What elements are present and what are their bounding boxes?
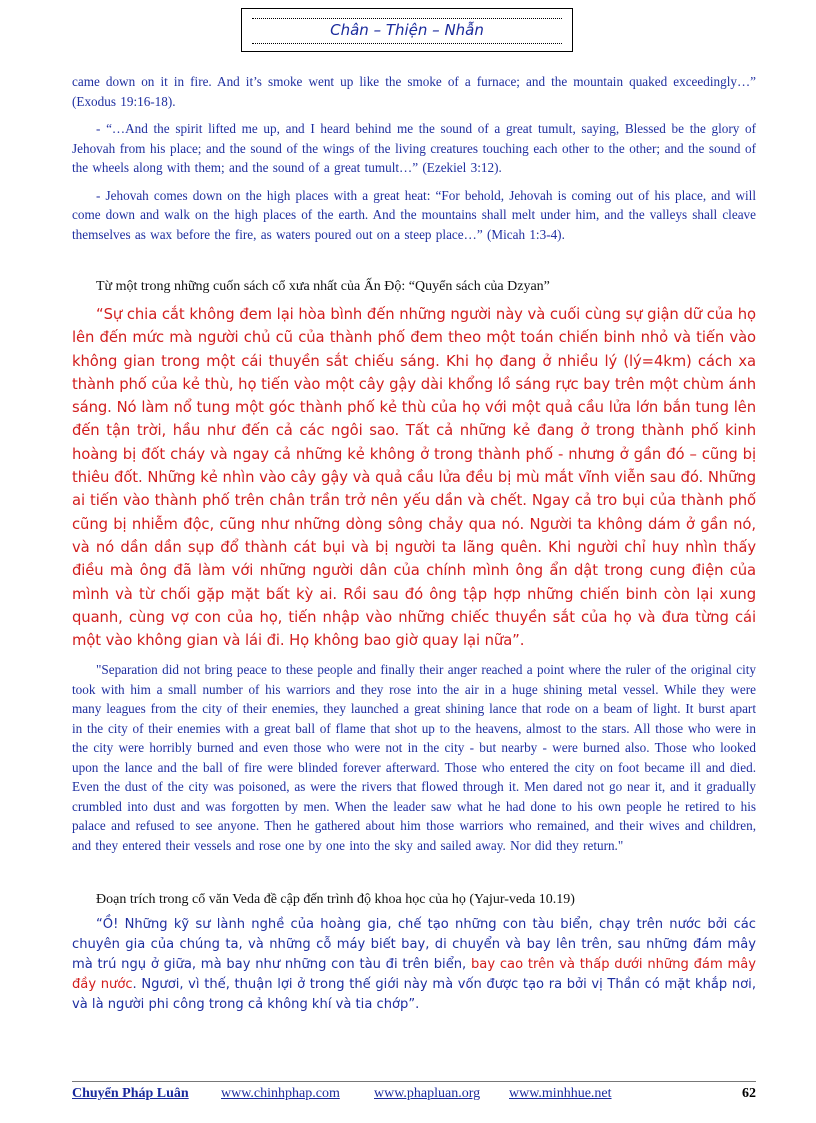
- ezekiel-quote: - “…And the spirit lifted me up, and I heard behind me the sound of a great tumult, saying, Blessed be the glory of Jehovah from his place; and the sound of the wings of the living creatures touching each other to the other; and the sound of the wheels along with them; and the sound of a great tumult…” (Ezekiel 3:12).: [72, 121, 756, 175]
- exodus-quote-continuation: came down on it in fire. And it’s smoke went up like the smoke of a furnace; and the mountain quaked exceedingly…” (Exodus 19:16-18).: [72, 74, 756, 109]
- page-footer: [72, 1086, 756, 1106]
- veda-heading: Đoạn trích trong cổ văn Veda đề cập đến trình độ khoa học của họ (Yajur-veda 10.19): [96, 892, 575, 908]
- footer-link-minhhue[interactable]: www.minhhue.net: [509, 1086, 612, 1101]
- dzyan-english-quote: "Separation did not bring peace to these people and finally their anger reached a point where the ruler of the original city took with him a small number of his warriors and they rose into the air in a huge shining metal vessel. While they were many leagues from the city of their enemies, they launched a great shining lance that rode on a beam of light. It burst apart in the city of their enemies with a great ball of flame that shot up to the heavens, almost to the stars. All those who were in the city were horribly burned and even those who were not in the city - but nearby - were burned also. Those who looked upon the lance and the ball of fire were blinded forever afterward. Those who entered the city on foot became ill and died. Even the dust of the city was poisoned, as were the rivers that flowed through it. Men dared not go near it, and it gradually crumbled into dust and was forgotten by men. When the leader saw what he had done to his own people he retired to his palace and refused to see anyone. Then he gathered about him those warriors who remained, and their wives and children, and they entered their vessels and rose one by one into the sky and sailed away. Nor did they return.": [72, 662, 756, 853]
- page-header: [241, 8, 573, 52]
- footer-rule: [72, 1081, 756, 1082]
- page-body: [72, 72, 756, 1015]
- veda-vietnamese-quote: [72, 915, 756, 1015]
- header-dotted-rule-bottom: [252, 43, 562, 44]
- footer-link-phapluan[interactable]: www.phapluan.org: [374, 1086, 481, 1101]
- dzyan-vietnamese-quote: “Sự chia cắt không đem lại hòa bình đến những người này và cuối cùng sự giận dữ của họ lên đến mức mà người chủ cũ của thành phố đem theo một toán chiến binh nhỏ và tiến vào không gian trong một cái thuyền sắt chiếu sáng. Khi họ đang ở nhiều lý (lý=4km) cách xa thành phố của kẻ thù, họ tiến vào một cây gậy dài khổng lồ sáng rực bay trên một chùm ánh sáng. Nó làm nổ tung một góc thành phố kẻ thù của họ với một quả cầu lửa lớn bắn tung lên đến tận trời, hầu như đến cả các ngôi sao. Tất cả những kẻ đang ở trong thành phố kinh hoàng bị đốt cháy và ngay cả những kẻ không ở trong thành phố - nhưng ở gần đó – cũng bị thiêu đốt. Những kẻ nhìn vào cây gậy và quả cầu lửa đều bị mù mắt vĩnh viễn sau đó. Những ai tiến vào thành phố trên chân trần trở nên yếu dần và chết. Ngay cả tro bụi của thành phố cũng bị nhiễm độc, cũng như những dòng sông chảy qua nó. Người ta không dám ở gần nó, và nó dần dần sụp đổ thành cát bụi và bị người ta lãng quên. Khi người chỉ huy nhìn thấy điều mà ông đã làm với những người dân của chính mình ông ẩn dật trong cung điện của mình và từ chối gặp mặt bất kỳ ai. Rồi sau đó ông tập hợp những chiến binh còn lại xung quanh, cùng vợ con của họ, tiến nhập vào những chiếc thuyền sắt của họ và đưa từng cái một vào không gian và lái đi. Họ không bao giờ quay lại nữa”.: [72, 306, 756, 650]
- header-title: Chân – Thiện – Nhẫn: [330, 21, 484, 39]
- page-number: 62: [742, 1086, 756, 1101]
- footer-link-chinhphap[interactable]: www.chinhphap.com: [221, 1086, 340, 1101]
- dzyan-heading: Từ một trong những cuốn sách cổ xưa nhất của Ấn Độ: “Quyển sách của Dzyan”: [96, 279, 550, 294]
- veda-quote-part-1: “Ồ! Những kỹ sư lành nghề của hoàng gia, chế tạo những con tàu biển, chạy trên nước bởi các chuyên gia của chúng ta, và những cỗ máy biết bay, di chuyển và bay lên trên, sau những đám mây mà trú ngụ ở giữa, mà bay như những con tàu đi trên biển,: [72, 917, 756, 973]
- micah-quote: - Jehovah comes down on the high places with a great heat: “For behold, Jehovah is coming out of his place, and will come down and walk on the high places of the earth. And the mountains shall melt under him, and the valleys shall cleave themselves as wax before the fire, as waters poured out on a steep place…” (Micah 1:3-4).: [72, 187, 756, 242]
- header-dotted-rule-top: [252, 18, 562, 19]
- veda-quote-highlight: bay cao trên và thấp dưới những đám mây đầy nước: [72, 957, 757, 993]
- footer-brand-link[interactable]: Chuyển Pháp Luân: [72, 1086, 189, 1101]
- veda-quote-part-2: . Ngươi, vì thế, thuận lợi ở trong thế giới này mà vốn được tạo ra bởi vị Thần có mặt khắp nơi, và là người phi công trong cả không khí và tia chớp”.: [72, 977, 756, 1013]
